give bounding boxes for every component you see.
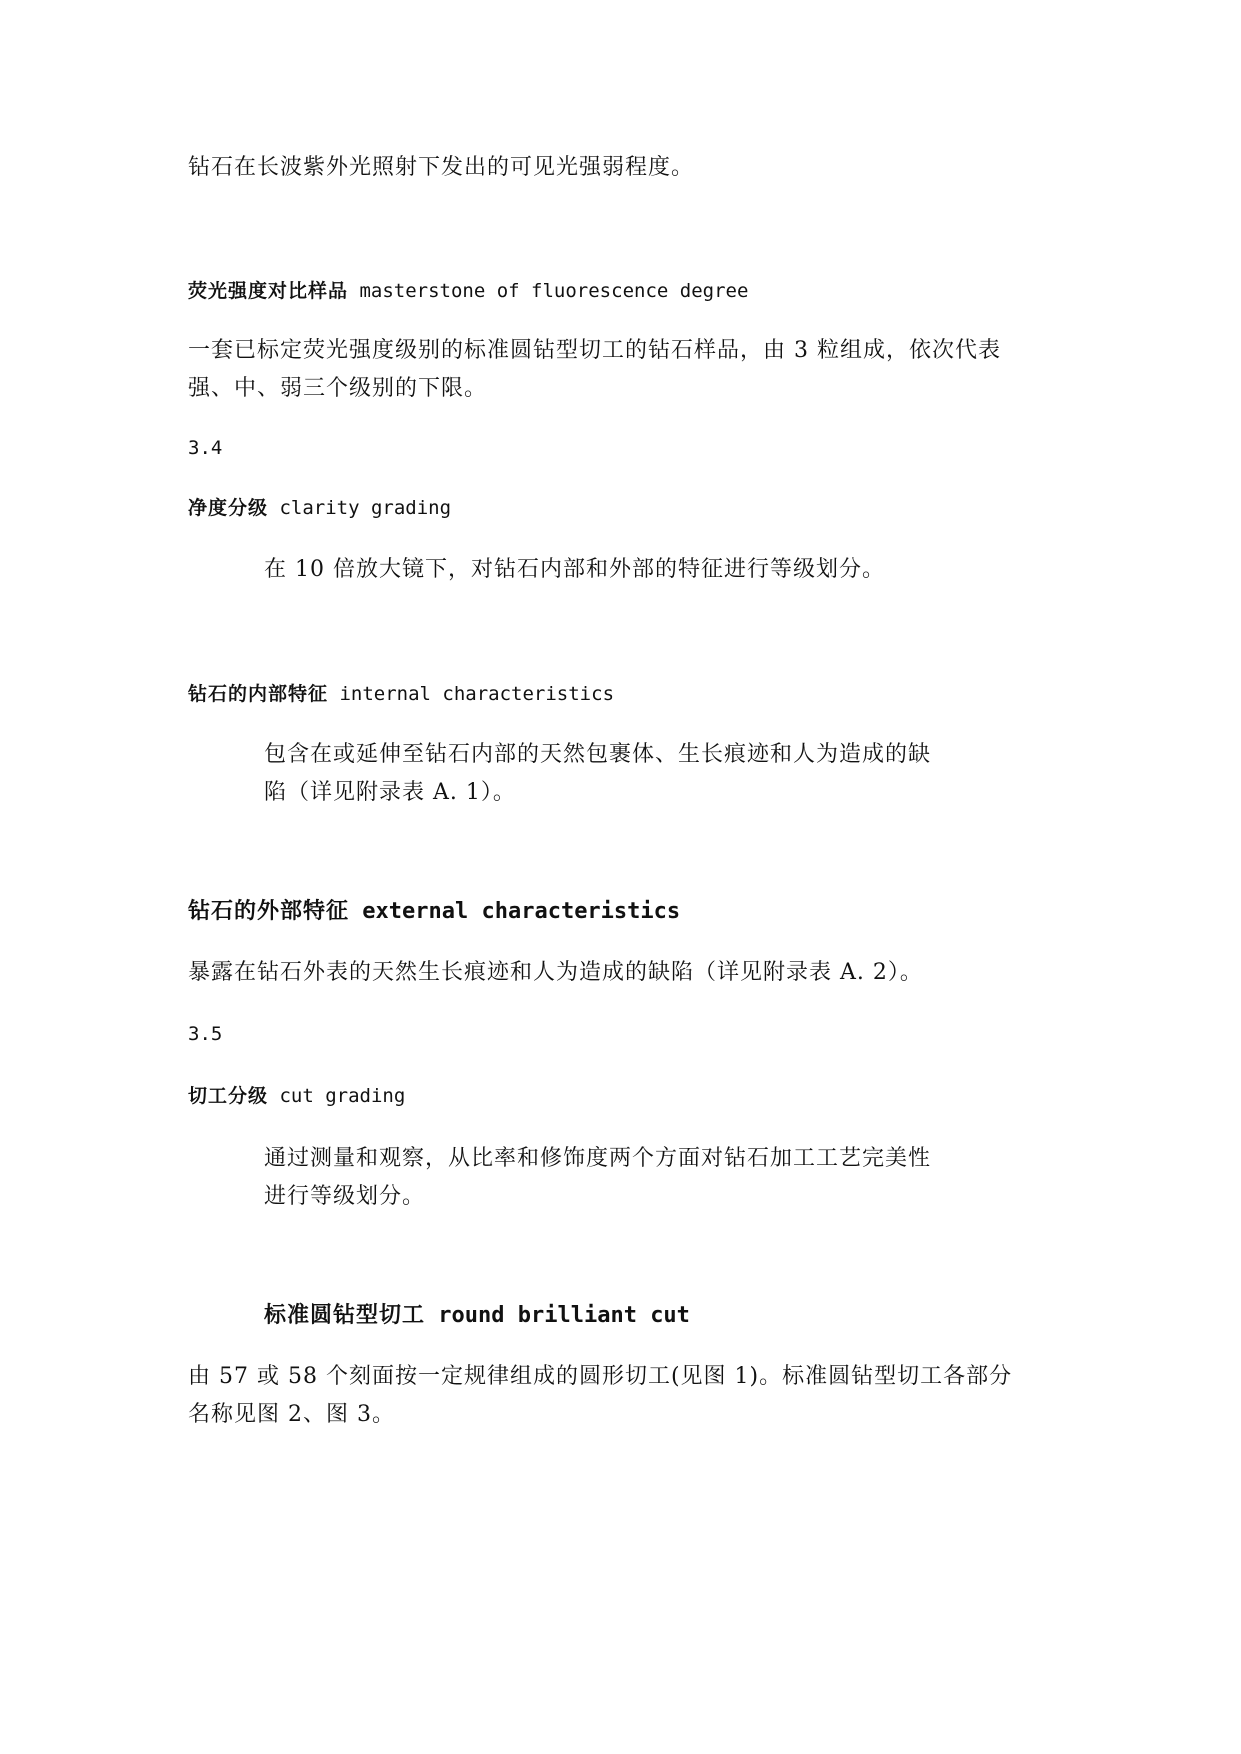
term-chinese: 钻石的内部特征 — [188, 683, 329, 705]
definition-external: 暴露在钻石外表的天然生长痕迹和人为造成的缺陷（详见附录表 A. 2）。 — [188, 960, 923, 985]
section-number-3-5: 3.5 — [188, 1023, 223, 1045]
term-english: cut grading — [279, 1085, 406, 1107]
definition-masterstone-line-2: 强、中、弱三个级别的下限。 — [188, 376, 488, 401]
term-heading-internal-characteristics — [188, 685, 614, 704]
definition-round-brilliant-line-2: 名称见图 2、图 3。 — [188, 1402, 395, 1427]
definition-cut-grading-line-2: 进行等级划分。 — [264, 1184, 426, 1209]
term-chinese: 荧光强度对比样品 — [188, 280, 349, 302]
definition-round-brilliant-line-1: 由 57 或 58 个刻面按一定规律组成的圆形切工(见图 1)。标准圆钻型切工各部分 — [188, 1364, 1013, 1389]
term-heading-external-characteristics — [188, 901, 680, 923]
term-heading-masterstone — [188, 282, 748, 301]
term-chinese: 净度分级 — [188, 497, 269, 519]
term-chinese: 切工分级 — [188, 1085, 269, 1107]
term-english: internal characteristics — [339, 683, 615, 705]
term-english: external characteristics — [362, 899, 681, 924]
definition-clarity-grading: 在 10 倍放大镜下，对钻石内部和外部的特征进行等级划分。 — [264, 557, 885, 582]
definition-cut-grading-line-1: 通过测量和观察，从比率和修饰度两个方面对钻石加工工艺完美性 — [264, 1146, 932, 1171]
term-heading-round-brilliant-cut — [264, 1305, 690, 1327]
term-english: clarity grading — [279, 497, 452, 519]
term-english: round brilliant cut — [438, 1303, 690, 1328]
section-number-3-4: 3.4 — [188, 437, 223, 459]
definition-internal-line-1: 包含在或延伸至钻石内部的天然包裹体、生长痕迹和人为造成的缺 — [264, 742, 932, 767]
term-english: masterstone of fluorescence degree — [359, 280, 749, 302]
term-heading-clarity-grading — [188, 499, 451, 518]
definition-fluorescence-intensity: 钻石在长波紫外光照射下发出的可见光强弱程度。 — [188, 155, 695, 180]
term-chinese: 标准圆钻型切工 — [264, 1303, 426, 1328]
term-heading-cut-grading — [188, 1087, 405, 1106]
term-chinese: 钻石的外部特征 — [188, 899, 350, 924]
definition-internal-line-2: 陷（详见附录表 A. 1）。 — [264, 780, 516, 805]
definition-masterstone-line-1: 一套已标定荧光强度级别的标准圆钻型切工的钻石样品，由 3 粒组成，依次代表 — [188, 338, 1001, 363]
